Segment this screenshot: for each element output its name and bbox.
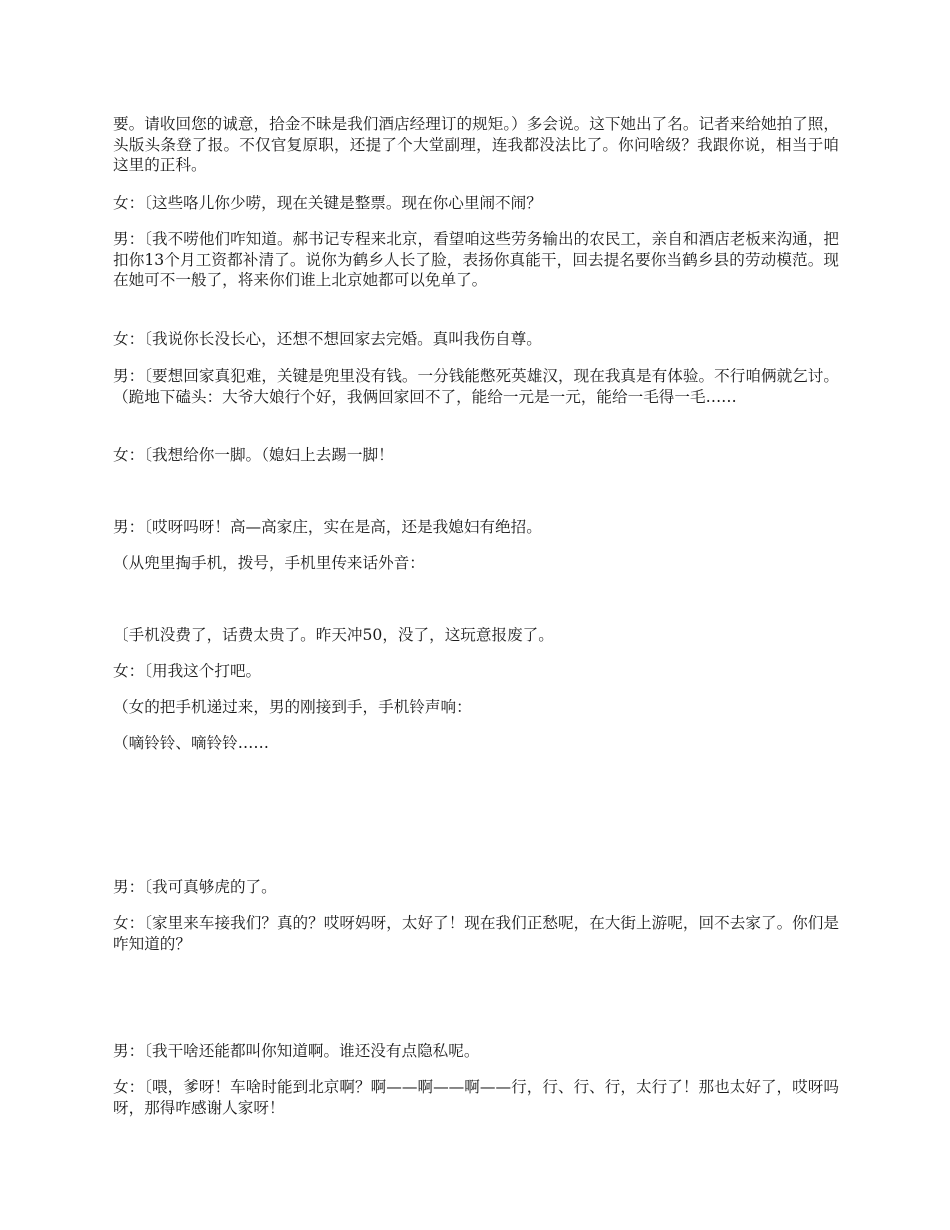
paragraph-9: 〔手机没费了，话费太贵了。昨天冲50，没了，这玩意报废了。 [113,626,554,644]
paragraph-11: （女的把手机递过来，男的刚接到手，手机铃声响： [113,698,472,716]
paragraph-15: 男：〔我干啥还能都叫你知道啊。谁还没有点隐私呢。 [113,1042,480,1060]
paragraph-4: 女：〔我说你长没长心，还想不想回家去完婚。真叫我伤自尊。 [113,330,542,348]
paragraph-14: 女：〔家里来车接我们？真的？哎呀妈呀，太好了！现在我们正愁呢，在大街上游呢，回不去家了。你们是咋知道的？ [113,914,839,953]
paragraph-12: （嘀铃铃、嘀铃铃…… [113,734,269,752]
paragraph-8: （从兜里掏手机，拨号，手机里传来话外音： [113,554,425,572]
paragraph-2: 女：〔这些咯儿你少唠，现在关键是整票。现在你心里闹不闹？ [113,194,542,212]
paragraph-5: 男：〔要想回家真犯难，关键是兜里没有钱。一分钱能憋死英雄汉，现在我真是有体验。不行咱俩就乞讨。（跪地下磕头：大爷大娘行个好，我俩回家回不了，能给一元是一元，能给一毛得一毛…… [113,367,839,406]
paragraph-3: 男：〔我不唠他们咋知道。郝书记专程来北京，看望咱这些劳务输出的农民工，亲自和酒店老板来沟通，把扣你13个月工资都补清了。说你为鹤乡人长了脸，表扬你真能干，回去提名要你当鹤乡县的劳动模范。现在她可不一般了，将来你们谁上北京她都可以免单了。 [113,230,839,289]
paragraph-7: 男：〔哎呀吗呀！高—高家庄，实在是高，还是我媳妇有绝招。 [113,518,542,536]
paragraph-1: 要。请收回您的诚意，拾金不昧是我们酒店经理订的规矩。）多会说。这下她出了名。记者来给她拍了照，头版头条登了报。不仅官复原职，还提了个大堂副理，连我都没法比了。你问啥级？我跟你说，相当于咱这里的正科。 [113,115,839,174]
paragraph-16: 女：〔喂，爹呀！车啥时能到北京啊？啊——啊——啊——行，行、行、行，太行了！那也太好了，哎呀吗呀，那得咋感谢人家呀！ [113,1078,839,1117]
paragraph-6: 女：〔我想给你一脚。（媳妇上去踢一脚！ [113,446,394,464]
paragraph-13: 男：〔我可真够虎的了。 [113,878,277,896]
paragraph-10: 女：〔用我这个打吧。 [113,662,262,680]
